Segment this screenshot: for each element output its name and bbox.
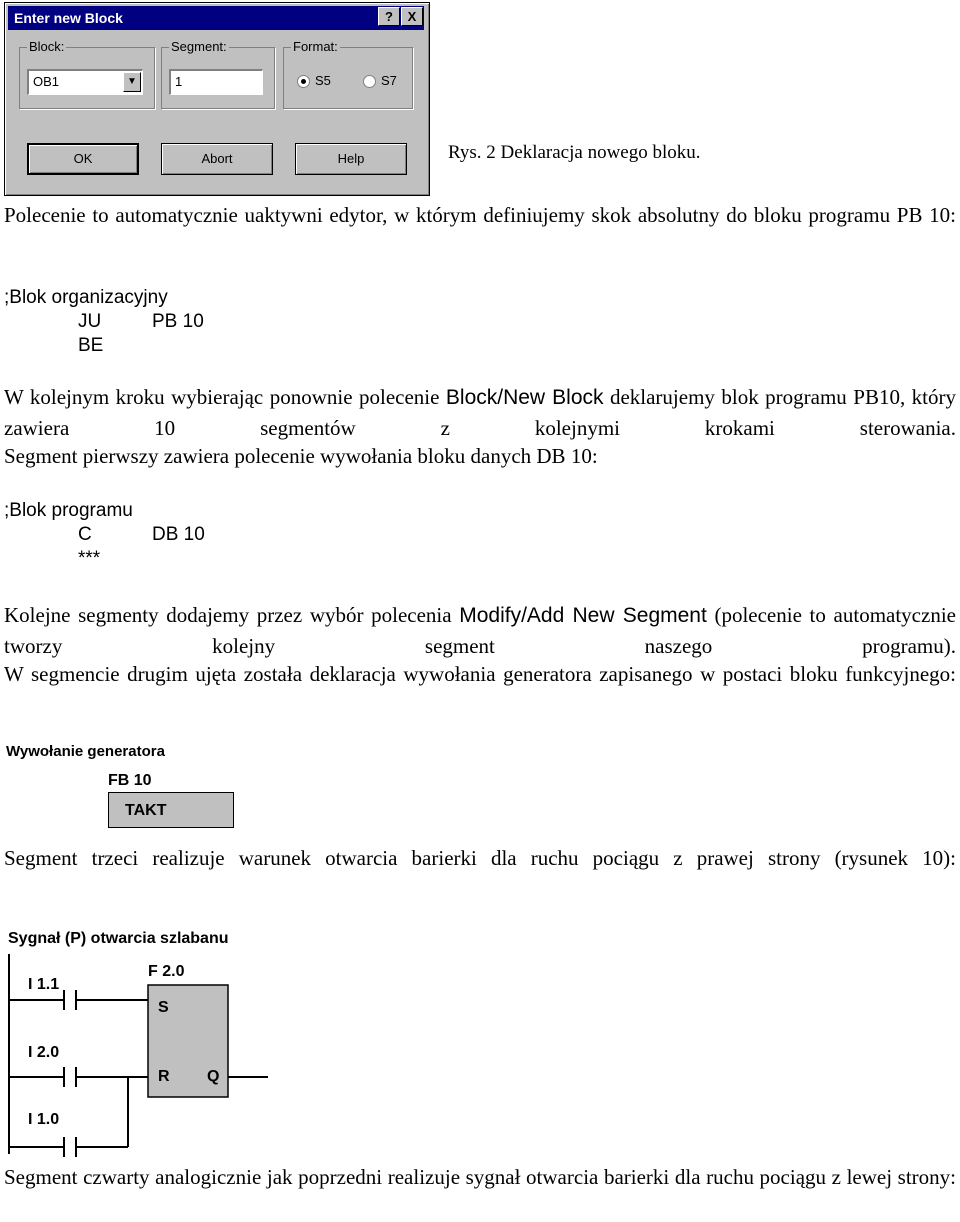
format-s5-label: S5: [315, 73, 331, 88]
paragraph-7: Segment czwarty analogicznie jak poprzedni realizuje sygnał otwarcia barierki dla ruchu pociągu z lewej strony:: [4, 1165, 956, 1189]
help-button[interactable]: Help: [295, 143, 407, 175]
dialog-titlebar: [8, 6, 424, 30]
code1-op1: JU: [78, 311, 102, 332]
abort-button[interactable]: Abort: [161, 143, 273, 175]
block-select-value: OB1: [33, 74, 60, 89]
segment-input[interactable]: 1: [169, 69, 263, 95]
format-s7-radio[interactable]: [363, 75, 376, 88]
enter-new-block-dialog: [4, 2, 430, 196]
fb-name: TAKT: [125, 802, 167, 819]
code2-comment: ;Blok programu: [4, 500, 133, 521]
figure-caption: Rys. 2 Deklaracja nowego bloku.: [448, 142, 701, 163]
format-s7-label: S7: [381, 73, 397, 88]
ladder-pin-r: R: [158, 1068, 170, 1085]
paragraph-4-after: (polecenie to automatycznie tworzy kolejny segment naszego programu).: [4, 603, 956, 658]
menu-modify-add-new-segment: Modify/Add New Segment: [459, 604, 707, 627]
ok-button[interactable]: OK: [27, 143, 139, 175]
ladder-flag: F 2.0: [148, 963, 185, 980]
code2-op1: C: [78, 524, 92, 545]
paragraph-5: W segmencie drugim ujęta została deklaracja wywołania generatora zapisanego w postaci bloku funkcyjnego:: [4, 662, 956, 686]
fb-box: [108, 792, 234, 828]
paragraph-2-after: deklarujemy blok programu PB10, który zawiera 10 segmentów z kolejnymi krokami sterowania.: [4, 385, 956, 440]
segment-label: Segment:: [171, 39, 227, 54]
chevron-down-icon[interactable]: ▼: [123, 72, 141, 92]
fb-title: Wywołanie generatora: [6, 743, 165, 760]
ladder-input-i11: I 1.1: [28, 976, 60, 993]
paragraph-1: Polecenie to automatycznie uaktywni edytor, w którym definiujemy skok absolutny do bloku programu PB 10:: [4, 203, 956, 227]
close-icon[interactable]: X: [401, 7, 423, 26]
fb-block-label: FB 10: [108, 772, 152, 789]
paragraph-2-before: W kolejnym kroku wybierając ponownie polecenie: [4, 385, 446, 409]
paragraph-6: Segment trzeci realizuje warunek otwarcia barierki dla ruchu pociągu z prawej strony (rysunek 10):: [4, 846, 956, 870]
paragraph-3: Segment pierwszy zawiera polecenie wywołania bloku danych DB 10:: [4, 444, 598, 468]
help-icon[interactable]: ?: [378, 7, 400, 26]
ladder-input-i10: I 1.0: [28, 1111, 60, 1128]
paragraph-4-before: Kolejne segmenty dodajemy przez wybór polecenia: [4, 603, 460, 627]
dialog-title: Enter new Block: [14, 10, 123, 26]
ladder-input-i20: I 2.0: [28, 1044, 60, 1061]
menu-block-new-block: Block/New Block: [445, 386, 604, 409]
code1-arg1: PB 10: [152, 311, 204, 332]
format-label: Format:: [293, 39, 338, 54]
code1-op2: BE: [78, 335, 104, 356]
ladder-title: Sygnał (P) otwarcia szlabanu: [8, 930, 229, 947]
paragraph-4: [4, 600, 956, 661]
paragraph-2: [4, 382, 956, 443]
code1-comment: ;Blok organizacyjny: [4, 287, 168, 308]
block-label: Block:: [29, 39, 65, 54]
ladder-pin-s: S: [158, 999, 169, 1016]
ladder-pin-q: Q: [207, 1068, 220, 1085]
code2-end: ***: [78, 548, 101, 569]
format-s5-radio[interactable]: [297, 75, 310, 88]
code2-arg1: DB 10: [152, 524, 205, 545]
